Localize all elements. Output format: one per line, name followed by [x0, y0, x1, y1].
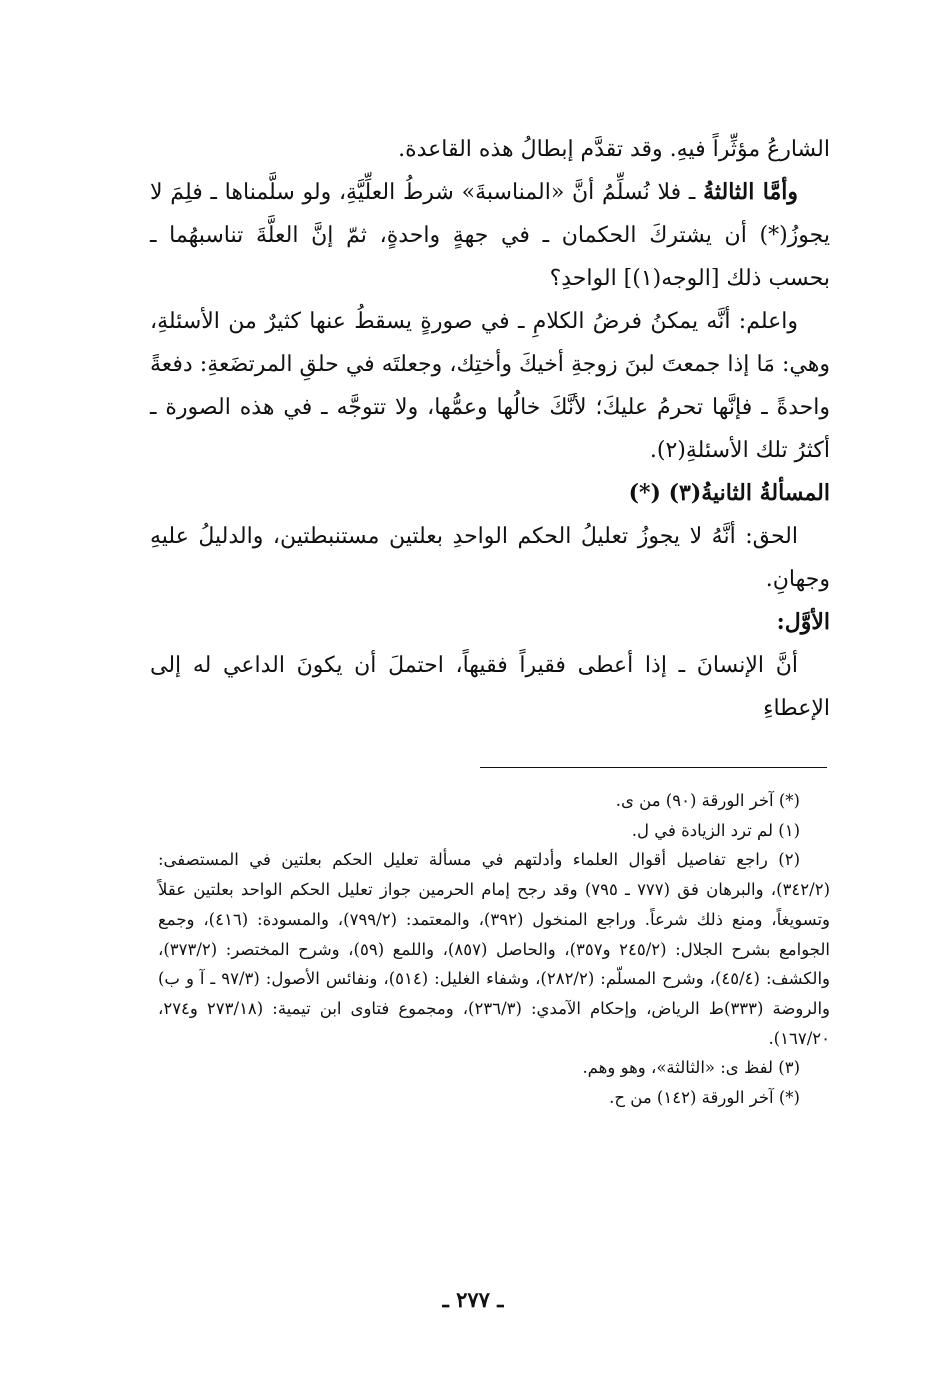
footnote-1: (١) لم ترد الزيادة في ل.	[631, 820, 800, 840]
subsection-heading: الأوَّل:	[776, 609, 830, 635]
paragraph-3: واعلم: أنَّه يمكنُ فرضُ الكلامِ ـ في صورةٍ يسقطُ عنها كثيرٌ من الأسئلةِ، وهي: مَا إذا جمعتَ لبنَ زوجةِ أخيكَ وأختِك، وجعلتَه في حلقِ المرتضَعةِ: دفعةً واحدةً ـ فإنَّها تحرمُ عليكَ؛ لأنَّكَ خالُها وعمُّها، ولا تتوجَّه ـ في هذه الصورة ـ أكثرُ تلك الأسئلةِ(٢).	[150, 309, 831, 463]
footnote-star-2: (*) آخر الورقة (١٤٢) من ح.	[609, 1088, 800, 1108]
paragraph-2	[150, 171, 830, 300]
footnote-2: (٢) راجع تفاصيل أقوال العلماء وأدلتهم في مسألة تعليل الحكم بعلتين في المستصفى: (٣٤٢/٢)، والبرهان فق (٧٧٧ ـ ٧٩٥) وقد رجح إمام الحرمين جواز تعليل الحكم الواحد بعلتين عقلاً وتسويغاً، ومنع ذلك شرعاً. وراجع المنخول (٣٩٢)، والمعتمد: (٧٩٩/٢)، والمسودة: (٤١٦)، وجمع الجوامع بشرح الجلال: (٢٤٥/٢ و٣٥٧)، والحاصل (٨٥٧)، واللمع (٥٩)، وشرح المختصر: (٣٧٣/٢)، والكشف: (٤٥/٤)، وشرح المسلّم: (٢٨٢/٢)، وشفاء الغليل: (٥١٤)، ونفائس الأصول: (٩٧/٣ ـ آ و ب) والروضة (٣٣٣)ط الرياض، وإحكام الآمدي: (٢٣٦/٣)، ومجموع فتاوى ابن تيمية: (٢٧٣/١٨ و٢٧٤، ١٦٧/٢٠).	[158, 850, 831, 1048]
footnote-3: (٣) لفظ ى: «الثالثة»، وهو وهم.	[582, 1058, 800, 1078]
paragraph-4: الحق: أنَّهُ لا يجوزُ تعليلُ الحكم الواحدِ بعلتين مستنبطتين، والدليلُ عليهِ وجهانِ.	[150, 524, 830, 592]
footnote-star-1: (*) آخر الورقة (٩٠) من ى.	[615, 791, 800, 810]
page-number: ـ ٢٧٧ ـ	[442, 1287, 504, 1312]
paragraph-2-lead: وأمَّا الثالثةُ	[703, 179, 798, 205]
paragraph-2-body: ـ فلا نُسلِّمُ أنَّ «المناسبةَ» شرطُ العلِّيَّةِ، ولو سلَّمناها ـ فلِمَ لا يجوزُ(*) أن يشتركَ الحكمان ـ في جهةٍ واحدةٍ، ثمّ إنَّ العلَّةَ تناسبهُما ـ بحسب ذلك [الوجه(١)] الواحدِ؟	[150, 180, 830, 291]
paragraph-1: الشارعُ مؤثِّراً فيهِ. وقد تقدَّم إبطالُ هذه القاعدة.	[398, 137, 830, 162]
section-heading: المسألةُ الثانيةُ(٣) (*)	[628, 480, 830, 506]
paragraph-5: أنَّ الإنسانَ ـ إذا أعطى فقيراً فقيهاً، احتملَ أن يكونَ الداعي له إلى الإعطاءِ	[150, 653, 830, 721]
footnote-divider	[480, 767, 827, 768]
main-text	[150, 128, 830, 730]
footnotes	[158, 786, 830, 1113]
